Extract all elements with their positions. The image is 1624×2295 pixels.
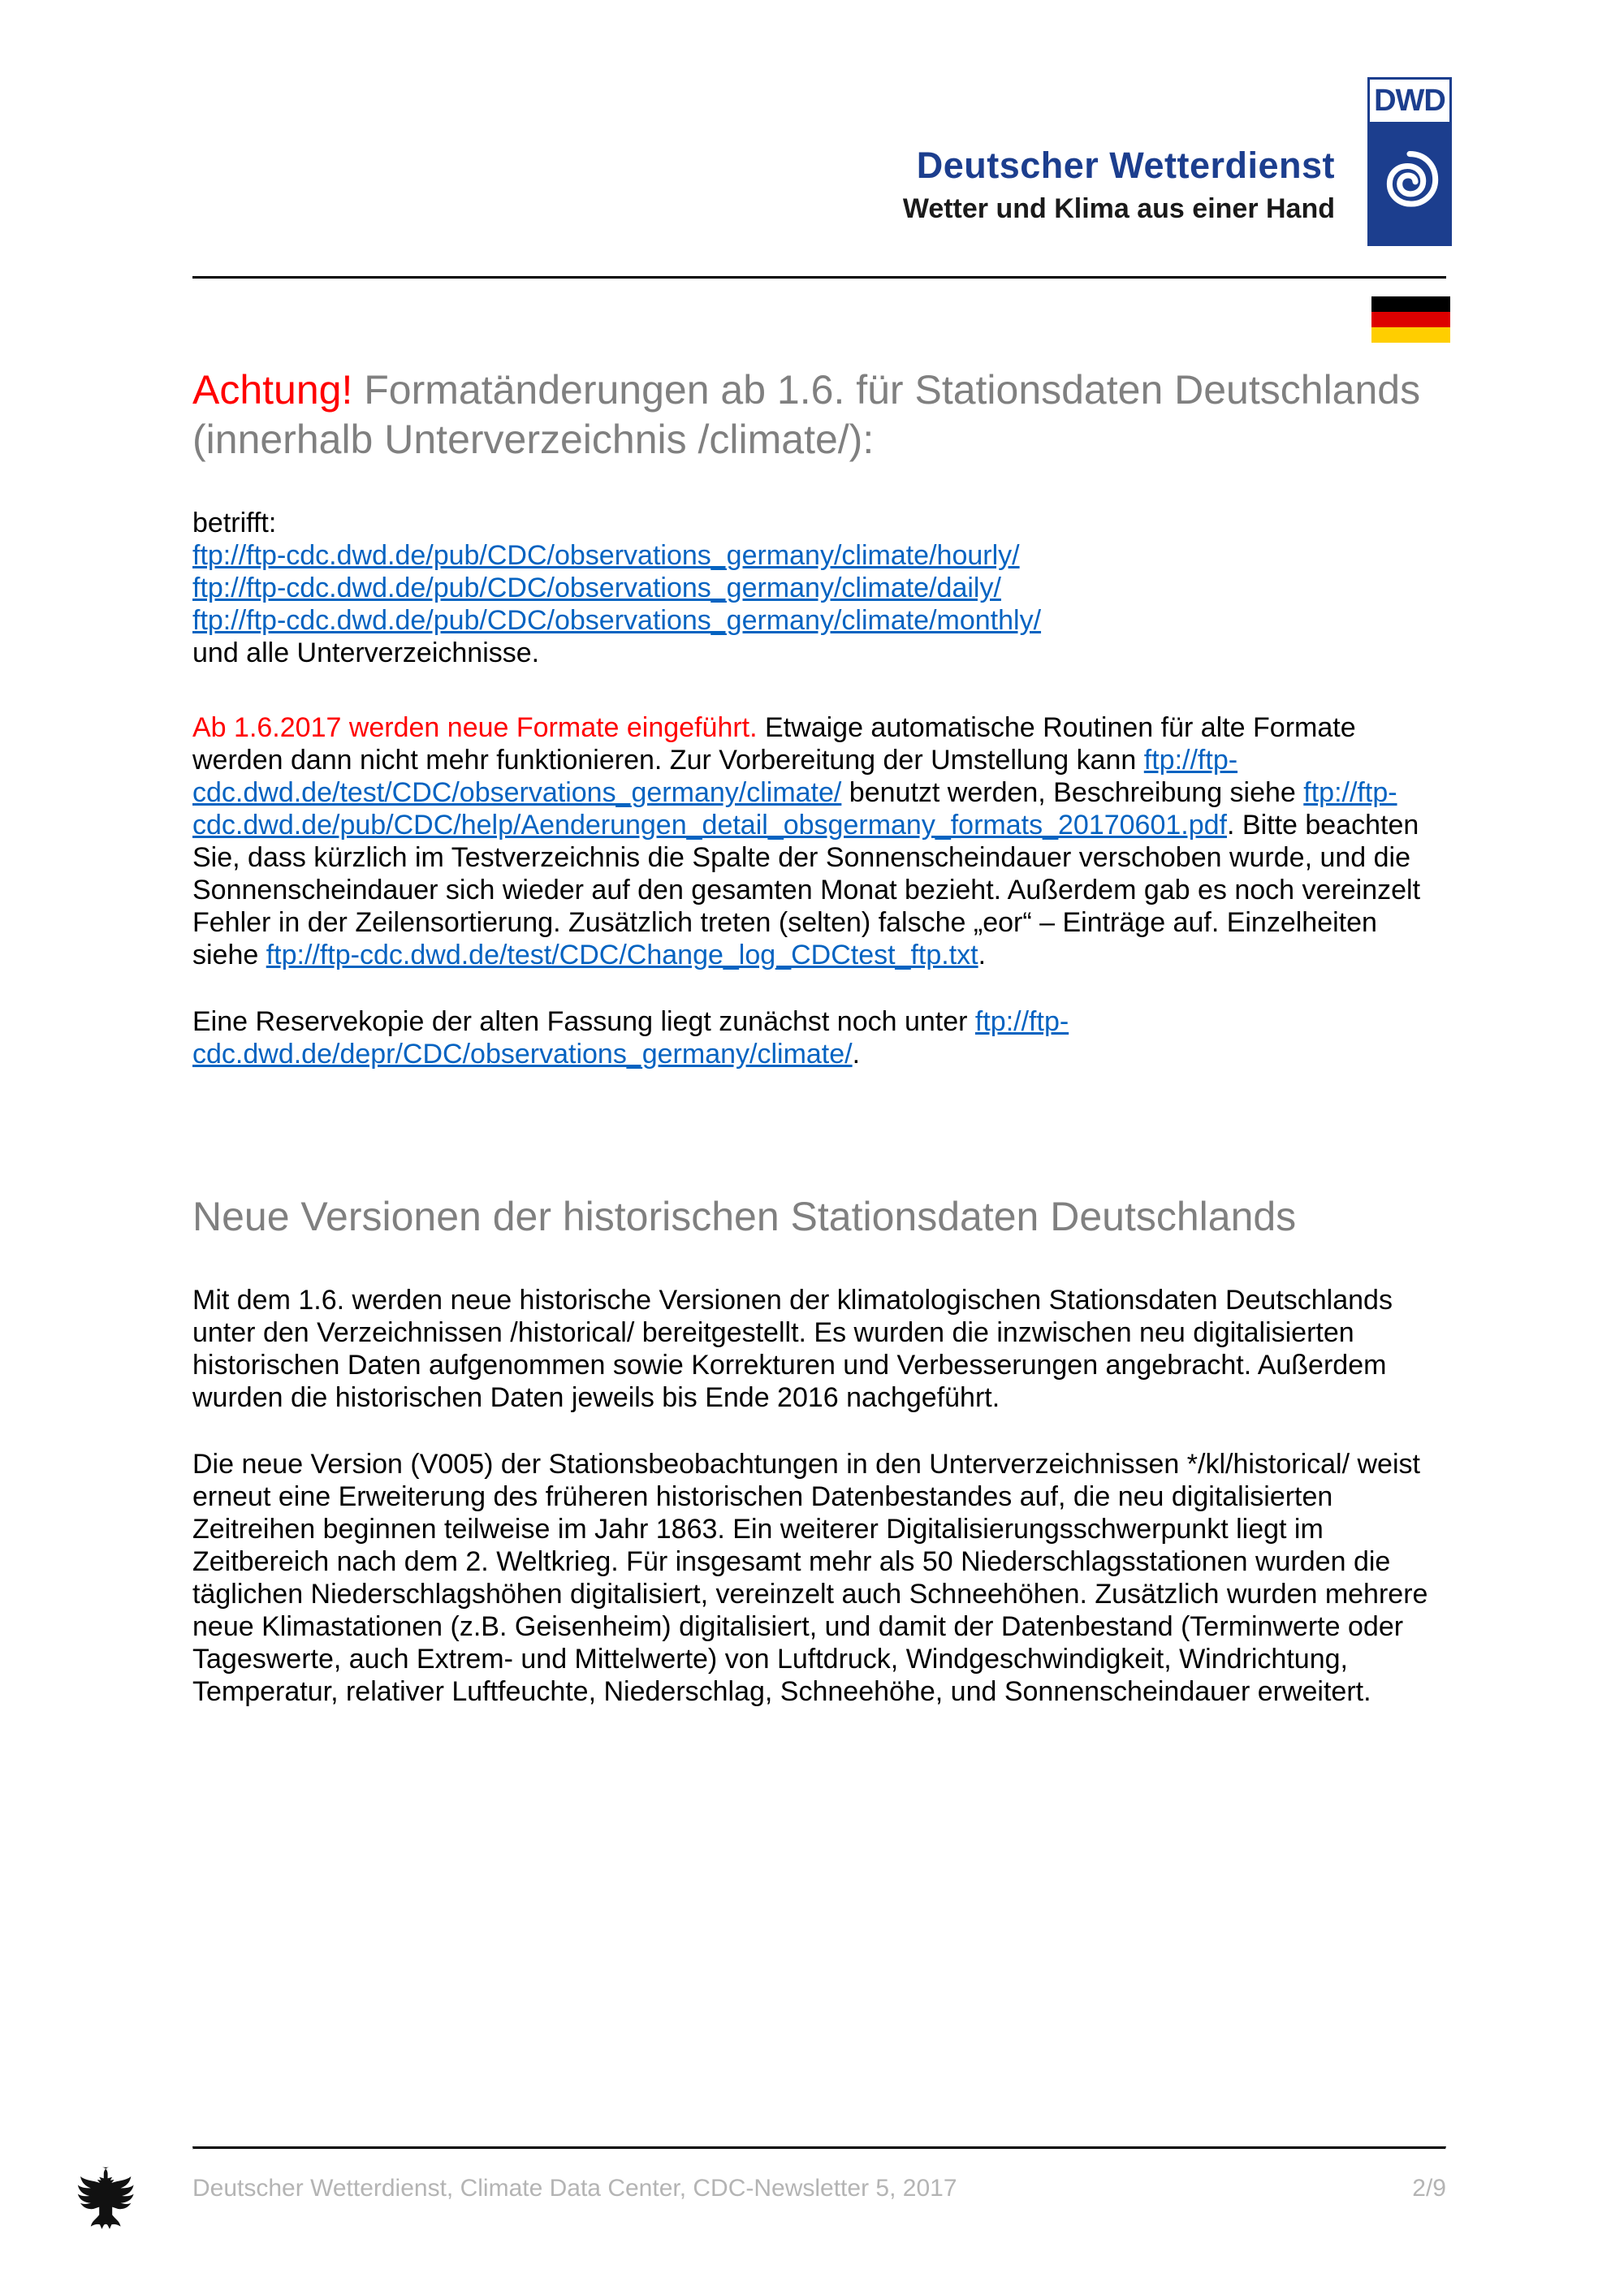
federal-eagle-icon — [77, 2162, 142, 2237]
format-change-paragraph — [192, 711, 1446, 971]
page-title-rest: Formatänderungen ab 1.6. für Stationsdaten Deutschlands (innerhalb Unterverzeichnis /climate/): — [192, 367, 1421, 462]
spiral-icon — [1374, 145, 1445, 221]
text-segment: . Bitte beachten Sie, dass kürzlich im Testverzeichnis die Spalte der Sonnenscheindauer verschoben wurde, und die Sonnenscheindauer sich wieder auf den gesamten Monat bezieht. Außerdem gab es noch vereinzelt Fehler in der Zeilensortierung. Zusätzlich treten (selten) falsche „eor“ – Einträge auf. Einzelheiten siehe — [192, 810, 1421, 970]
text-segment: Etwaige automatische Routinen für alte Formate werden dann nicht mehr funktionieren. Zur Vorbereitung der Umstellung kann — [192, 712, 1356, 776]
subdirectories-note: und alle Unterverzeichnisse. — [192, 638, 540, 668]
text-segment: . — [852, 1039, 861, 1070]
backup-copy-paragraph — [192, 1005, 1446, 1070]
alert-text: Ab 1.6.2017 werden neue Formate eingeführt. — [192, 712, 758, 743]
header — [0, 0, 1624, 246]
inline-ftp-link[interactable]: ftp://ftp-cdc.dwd.de/depr/CDC/observations_germany/climate/ — [192, 1006, 1069, 1070]
inline-ftp-link[interactable]: ftp://ftp-cdc.dwd.de/pub/CDC/help/Aenderungen_detail_obsgermany_formats_20170601.pdf — [192, 777, 1397, 841]
ftp-link-line — [192, 539, 1446, 572]
ftp-link-list — [192, 539, 1446, 637]
dwd-logo — [1367, 77, 1452, 246]
page-number: 2/9 — [1412, 2175, 1446, 2202]
attention-label: Achtung! — [192, 367, 353, 413]
german-flag-icon — [1371, 296, 1450, 343]
flag-stripe-red — [1371, 312, 1450, 327]
text-segment: benutzt werden, Beschreibung siehe — [841, 777, 1304, 808]
intro-paragraph: Mit dem 1.6. werden neue historische Versionen der klimatologischen Stationsdaten Deutschlands unter den Verzeichnissen /historical/ bereitgestellt. Es wurden die inzwischen neu digitalisierten historischen Daten aufgenommen sowie Korrekturen und Verbesserungen angebracht. Außerdem wurden die historischen Daten jeweils bis Ende 2016 nachgeführt. — [192, 1285, 1393, 1413]
dwd-logo-text: DWD — [1374, 83, 1445, 118]
ftp-link-line — [192, 604, 1446, 637]
header-rule — [192, 276, 1446, 279]
ftp-link-line — [192, 572, 1446, 604]
footer-rule — [192, 2146, 1446, 2150]
inline-ftp-link[interactable]: ftp://ftp-cdc.dwd.de/test/CDC/Change_log_CDCtest_ftp.txt — [266, 940, 978, 970]
version-details-paragraph: Die neue Version (V005) der Stationsbeobachtungen in den Unterverzeichnissen */kl/historical/ weist erneut eine Erweiterung des früheren historischen Datenbestandes auf, die neu digitalisierten Zeitreihen beginnen teilweise im Jahr 1863. Ein weiterer Digitalisierungsschwerpunkt liegt im Zeitbereich nach dem 2. Weltkrieg. Für insgesamt mehr als 50 Niederschlagsstationen wurden die täglichen Niederschlagshöhen digitalisiert, vereinzelt auch Schneehöhen. Zusätzlich wurden mehrere neue Klimastationen (z.B. Geisenheim) digitalisiert, und damit der Datenbestand (Terminwerte oder Tageswerte, auch Extrem- und Mittelwerte) von Luftdruck, Windgeschwindigkeit, Windrichtung, Temperatur, relativer Luftfeuchte, Niederschlag, Schneehöhe, und Sonnenscheindauer erweitert. — [192, 1449, 1428, 1707]
footer-text: Deutscher Wetterdienst, Climate Data Center, CDC-Newsletter 5, 2017 — [192, 2175, 957, 2202]
flag-stripe-gold — [1371, 327, 1450, 343]
main-content — [0, 365, 1624, 1708]
ftp-link-hourly[interactable]: ftp://ftp-cdc.dwd.de/pub/CDC/observations_germany/climate/hourly/ — [192, 540, 1020, 571]
section-title: Neue Versionen der historischen Stationsdaten Deutschlands — [192, 1194, 1297, 1239]
flag-stripe-black — [1371, 296, 1450, 312]
text-segment: Eine Reservekopie der alten Fassung liegt zunächst noch unter — [192, 1006, 975, 1037]
page-title — [192, 365, 1446, 465]
text-segment: . — [978, 940, 987, 970]
betrifft-label: betrifft: — [192, 508, 277, 538]
inline-ftp-link[interactable]: ftp://ftp-cdc.dwd.de/test/CDC/observations_germany/climate/ — [192, 745, 1238, 808]
organization-name: Deutscher Wetterdienst — [916, 145, 1335, 186]
footer — [192, 2175, 1446, 2202]
ftp-link-daily[interactable]: ftp://ftp-cdc.dwd.de/pub/CDC/observations_germany/climate/daily/ — [192, 573, 1001, 603]
ftp-link-monthly[interactable]: ftp://ftp-cdc.dwd.de/pub/CDC/observations_germany/climate/monthly/ — [192, 605, 1042, 636]
organization-tagline: Wetter und Klima aus einer Hand — [902, 193, 1335, 224]
header-text — [903, 145, 1335, 246]
dwd-logo-spiral-panel — [1370, 122, 1449, 244]
